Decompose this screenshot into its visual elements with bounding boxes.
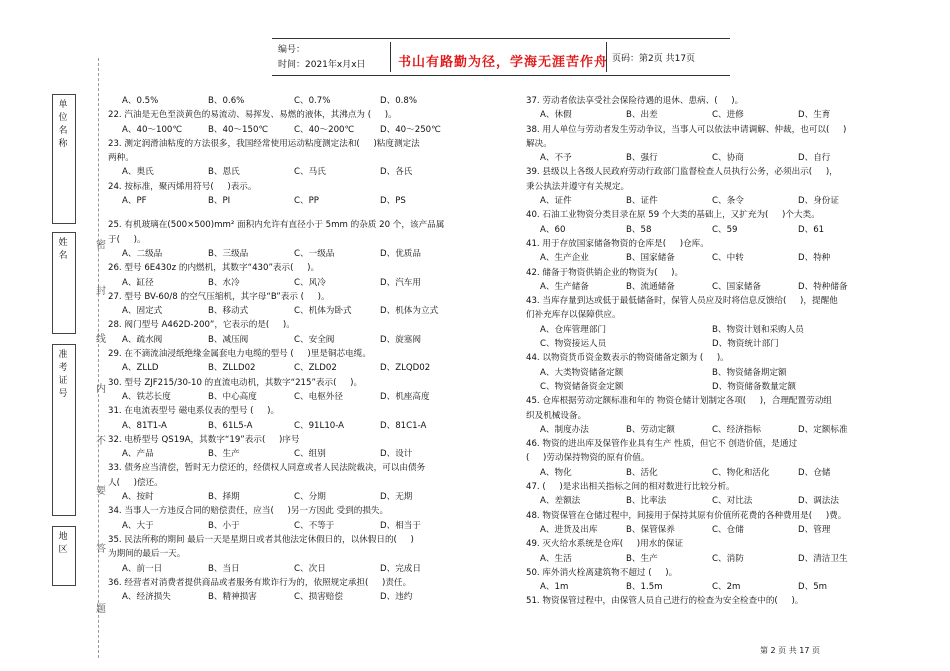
answer-option[interactable]: D、生育 [798, 110, 831, 121]
question-text: 们补充库存以保障供应。 [526, 310, 621, 321]
answer-option[interactable]: D、相当于 [380, 520, 421, 531]
answer-option[interactable]: C、PP [294, 196, 319, 207]
answer-option[interactable]: D、各氏 [380, 167, 413, 178]
answer-option[interactable]: D、旋塞阀 [380, 334, 421, 345]
option-row [108, 390, 488, 404]
answer-option[interactable]: A、大于 [122, 520, 154, 531]
answer-option[interactable]: D、管理 [798, 524, 831, 535]
answer-option[interactable]: D、81C1-A [380, 420, 427, 431]
answer-option[interactable]: C、中转 [712, 253, 744, 264]
answer-option[interactable]: C、不等于 [294, 520, 335, 531]
question-text: 27. 型号 BV-60/8 的空气压缩机，其字母“B”表示 ( )。 [108, 291, 330, 302]
answer-option[interactable]: A、60 [540, 224, 566, 235]
question-text: 35. 民法所称的期间 最后一天是星期日或者其他法定休假日的，以休假日的( ) [108, 534, 414, 545]
answer-option[interactable]: B、减压阀 [208, 334, 249, 345]
answer-option[interactable]: C、电枢外径 [294, 391, 343, 402]
answer-option[interactable]: D、违约 [380, 592, 413, 603]
answer-option[interactable]: A、制度办法 [540, 424, 589, 435]
answer-option[interactable]: C、59 [712, 224, 738, 235]
answer-option[interactable]: B、生产 [208, 449, 240, 460]
answer-option[interactable]: D、优质品 [380, 248, 421, 259]
question-text: 36. 经营者对消费者提供商品或者服务有欺诈行为的，依照规定承担( )责任。 [108, 577, 412, 588]
option-row [108, 419, 488, 433]
option-row [108, 361, 488, 375]
option-row [526, 380, 906, 394]
answer-option[interactable]: B、国家储备 [626, 253, 675, 264]
answer-option[interactable]: B、移动式 [208, 306, 249, 317]
option-row [526, 552, 906, 566]
option-row [108, 519, 488, 533]
answer-option[interactable]: A、40～100℃ [122, 124, 183, 135]
answer-option[interactable]: D、ZLQD02 [380, 363, 431, 374]
option-row [526, 194, 906, 208]
answer-option[interactable]: D、61 [798, 224, 825, 235]
option-row [526, 323, 906, 337]
option-row [108, 562, 488, 576]
answer-option[interactable]: A、1m [540, 582, 569, 593]
question-text: 解决。 [526, 138, 552, 149]
answer-option[interactable]: B、流通储备 [626, 281, 675, 292]
question-text: 26. 型号 6E430z 的内燃机，其数字“430”表示( )。 [108, 263, 320, 274]
answer-option[interactable]: B、证件 [626, 196, 658, 207]
answer-option[interactable]: B、出差 [626, 110, 658, 121]
area-box [52, 526, 76, 586]
question-text: 38. 用人单位与劳动者发生劳动争议，当事人可以依法申请调解、仲裁，也可以( ) [526, 124, 847, 135]
option-row [526, 337, 906, 351]
answer-option[interactable]: B、61L5-A [208, 420, 253, 431]
answer-option[interactable]: B、ZLLD02 [208, 363, 256, 374]
left-question-column [108, 94, 488, 604]
answer-option[interactable]: C、91L10-A [294, 420, 345, 431]
answer-option[interactable]: B、0.6% [208, 96, 245, 106]
option-row [526, 580, 906, 594]
question-text: 织及机械设备。 [526, 410, 587, 421]
question-text: 32. 电桥型号 QS19A，其数字“19”表示( )序号 [108, 434, 300, 445]
answer-option[interactable]: D、物资储备数量定额 [712, 381, 796, 392]
answer-option[interactable]: D、PS [380, 196, 406, 207]
question-text: 两种。 [108, 153, 134, 164]
question-text: ( )劳动保持物资的原有价值。 [526, 453, 650, 464]
answer-option[interactable]: A、经济损失 [122, 592, 171, 603]
question-text: 51. 物资保管过程中，由保管人员自己进行的检查为安全检查中的( )。 [526, 596, 804, 607]
answer-option[interactable]: C、分期 [294, 492, 326, 503]
answer-option[interactable]: A、休假 [540, 110, 572, 121]
option-row [108, 247, 488, 261]
option-row [108, 276, 488, 290]
answer-option[interactable]: B、精神损害 [208, 592, 257, 603]
answer-option[interactable]: C、经济指标 [712, 424, 761, 435]
question-text: 40. 石油工业物资分类目录在原 59 个大类的基础上，又扩充为( )个大类。 [526, 210, 820, 221]
answer-option[interactable]: B、活化 [626, 467, 658, 478]
seal-char: 不 [96, 436, 106, 447]
header-motto: 书山有路勤为径，学海无涯苦作舟 [398, 55, 609, 70]
seal-char: 要 [96, 486, 106, 497]
question-text: 50. 库外消火栓离建筑物不超过 ( )。 [526, 567, 678, 578]
answer-option[interactable]: B、比率法 [626, 496, 667, 507]
answer-option[interactable]: B、择期 [208, 492, 240, 503]
option-row [526, 151, 906, 165]
option-row [526, 423, 906, 437]
answer-option[interactable]: A、仓库管理部门 [540, 324, 607, 335]
option-row [526, 366, 906, 380]
header-page-label: 页码：第2页 共17页 [612, 54, 696, 64]
header-bottom-rule [272, 75, 730, 76]
answer-option[interactable]: A、产品 [122, 449, 154, 460]
area-label: 地区 [58, 532, 68, 555]
answer-option[interactable]: C、对比法 [712, 496, 753, 507]
answer-option[interactable]: A、奥氏 [122, 167, 154, 178]
answer-option[interactable]: C、损害赔偿 [294, 592, 343, 603]
answer-option[interactable]: D、物资统计部门 [712, 339, 779, 350]
question-text: 49. 灭火给水系统是仓库( )用水的保证 [526, 539, 684, 550]
spacer [108, 208, 488, 218]
answer-option[interactable]: B、40～150℃ [208, 124, 269, 135]
answer-option[interactable]: D、机座高度 [380, 391, 430, 402]
answer-option[interactable]: A、铁芯长度 [122, 391, 171, 402]
seal-char: 内 [96, 384, 106, 395]
question-text: 30. 型号 ZJF215/30-10 的直流电动机，其数字“215”表示( )。 [108, 377, 363, 388]
answer-option[interactable]: A、大类物资储备定额 [540, 367, 624, 378]
answer-option[interactable]: A、按时 [122, 492, 154, 503]
answer-option[interactable]: D、特种储备 [798, 281, 848, 292]
answer-option[interactable]: D、5m [798, 582, 828, 593]
answer-option[interactable]: C、进修 [712, 110, 744, 121]
answer-option[interactable]: C、40～200℃ [294, 124, 355, 135]
answer-option[interactable]: D、设计 [380, 449, 413, 460]
header-top-rule [272, 38, 730, 39]
answer-option[interactable]: A、进货及出库 [540, 524, 598, 535]
answer-option[interactable]: A、ZLLD [122, 363, 159, 374]
answer-option[interactable]: B、小于 [208, 520, 240, 531]
answer-option[interactable]: A、差额法 [540, 496, 581, 507]
question-text: 47. ( )是求出相关指标之间的相对数进行比较分析。 [526, 482, 735, 493]
answer-option[interactable]: A、0.5% [122, 96, 159, 106]
option-row [108, 304, 488, 318]
option-row [526, 494, 906, 508]
name-label: 姓名 [58, 238, 68, 261]
answer-option[interactable]: D、定额标准 [798, 424, 848, 435]
option-row [526, 523, 906, 537]
question-text: 29. 在不滴流油浸纸绝缘金属套电力电缆的型号 ( )里是铜芯电缆。 [108, 349, 371, 360]
seal-char: 密 [96, 240, 106, 251]
answer-option[interactable]: C、机体为卧式 [294, 306, 352, 317]
question-text: 28. 阀门型号 A462D-200”，它表示的是( )。 [108, 320, 295, 331]
answer-option[interactable]: C、仓储 [712, 524, 744, 535]
name-box [52, 232, 76, 334]
header-divider [390, 42, 391, 72]
question-text: 37. 劳动者依法享受社会保险待遇的退休、患病、( )。 [526, 96, 744, 106]
answer-option[interactable]: A、疏水阀 [122, 334, 163, 345]
answer-option[interactable]: B、1.5m [626, 582, 663, 593]
option-row [526, 280, 906, 294]
question-text: 22. 汽油是无色至淡黄色的易流动、易挥发、易燃的液体，其沸点为 ( )。 [108, 110, 397, 121]
answer-option[interactable]: D、汽车用 [380, 277, 421, 288]
question-text: 46. 物资的进出库及保管作业具有生产 性质，但它不 创造价值，是通过 [526, 439, 798, 450]
question-text: 31. 在电流表型号 磁电系仪表的型号 ( )。 [108, 406, 280, 417]
question-text: 45. 仓库根据劳动定额标准和年的 物资仓储计划制定各项( )，合理配置劳动组 [526, 396, 832, 407]
question-text: 于( )。 [108, 234, 146, 245]
question-text: 23. 测定润滑油粘度的方法很多，我国经常使用运动粘度测定法和( )粘度测定法 [108, 138, 420, 149]
question-text: 25. 有机玻璃在(500×500)mm² 面积内允许有直径小于 5mm 的杂质 20 个，该产品属 [108, 220, 445, 231]
option-row [108, 165, 488, 179]
answer-option[interactable]: C、物资储备资金定额 [540, 381, 624, 392]
cert-number-label: 准考证号 [58, 350, 68, 399]
answer-option[interactable]: A、不予 [540, 153, 572, 164]
answer-option[interactable]: C、0.7% [294, 96, 331, 106]
seal-char: 答 [96, 544, 106, 555]
answer-option[interactable]: D、调法法 [798, 496, 839, 507]
answer-option[interactable]: C、ZLD02 [294, 363, 337, 374]
answer-option[interactable]: A、生产企业 [540, 253, 589, 264]
answer-option[interactable]: B、58 [626, 224, 652, 235]
option-row [108, 490, 488, 504]
answer-option[interactable]: C、一级品 [294, 248, 335, 259]
answer-option[interactable]: B、强行 [626, 153, 658, 164]
answer-option[interactable]: D、机体为立式 [380, 306, 439, 317]
answer-option[interactable]: A、PF [122, 196, 147, 207]
answer-option[interactable]: A、81T1-A [122, 420, 167, 431]
answer-option[interactable]: B、生产 [626, 553, 658, 564]
answer-option[interactable]: C、马氏 [294, 167, 326, 178]
answer-option[interactable]: C、安全阀 [294, 334, 335, 345]
question-text: 秉公执法并遵守有关规定。 [526, 181, 630, 192]
answer-option[interactable]: C、风冷 [294, 277, 326, 288]
question-text: 41. 用于存放国家储备物资的仓库是( )仓库。 [526, 238, 709, 249]
answer-option[interactable]: A、证件 [540, 196, 572, 207]
answer-option[interactable]: A、缸径 [122, 277, 154, 288]
answer-option[interactable]: B、物资储备期定额 [712, 367, 787, 378]
answer-option[interactable]: A、生产储备 [540, 281, 589, 292]
header-divider [606, 42, 607, 72]
answer-option[interactable]: A、物化 [540, 467, 572, 478]
page-header [272, 38, 730, 76]
page-footer: 第 2 页 共 17 页 [760, 646, 820, 655]
option-row [526, 251, 906, 265]
question-text: 43. 当库存量到达或低于最低储备时，保管人员应及时将信息反馈给( )，提醒他 [526, 296, 838, 307]
answer-option[interactable]: A、前一日 [122, 563, 163, 574]
answer-option[interactable]: B、当日 [208, 563, 240, 574]
answer-option[interactable]: D、自行 [798, 153, 831, 164]
answer-option[interactable]: B、保管保养 [626, 524, 675, 535]
answer-option[interactable]: A、生活 [540, 553, 572, 564]
cert-number-box [52, 344, 76, 516]
answer-option[interactable]: D、无期 [380, 492, 413, 503]
answer-option[interactable]: B、恩氏 [208, 167, 240, 178]
question-text: 33. 债务应当清偿，暂时无力偿还的，经债权人同意或者人民法院裁决，可以由债务 [108, 463, 426, 474]
option-row [526, 108, 906, 122]
question-text: 39. 县级以上各级人民政府劳动行政部门监督检查人员执行公务，必须出示( )， [526, 167, 838, 178]
option-row [108, 447, 488, 461]
answer-option[interactable]: C、2m [712, 582, 741, 593]
answer-option[interactable]: D、仓储 [798, 467, 831, 478]
option-row [108, 94, 488, 108]
question-text: 42. 储备于物资供销企业的物资为( )。 [526, 267, 684, 278]
seal-char: 线 [96, 334, 106, 345]
binding-dashed-line [98, 58, 99, 658]
doc-time-label: 时间：2021年x月x日 [278, 60, 366, 70]
answer-option[interactable]: C、条令 [712, 196, 744, 207]
answer-option[interactable]: B、中心高度 [208, 391, 257, 402]
answer-option[interactable]: C、组别 [294, 449, 326, 460]
answer-option[interactable]: A、二级品 [122, 248, 163, 259]
question-text: 人( )偿还。 [108, 477, 163, 488]
answer-option[interactable]: C、协商 [712, 153, 744, 164]
answer-option[interactable]: D、40～250℃ [380, 124, 441, 135]
seal-char: 封 [96, 286, 106, 297]
answer-option[interactable]: C、次日 [294, 563, 326, 574]
answer-option[interactable]: B、三级品 [208, 248, 249, 259]
answer-option[interactable]: C、物化和活化 [712, 467, 770, 478]
unit-name-label: 单位名称 [58, 100, 68, 149]
answer-option[interactable]: D、特种 [798, 253, 831, 264]
question-text: 44. 以物资货币资金数表示的物资储备定额为 ( )。 [526, 353, 729, 364]
question-text: 24. 按标准，聚丙烯用符号( )表示。 [108, 181, 257, 192]
unit-name-box [52, 94, 76, 224]
answer-option[interactable]: B、物资计划和采购人员 [712, 324, 804, 335]
answer-option[interactable]: B、水冷 [208, 277, 240, 288]
question-text: 34. 当事人一方违反合同的赔偿责任，应当( )另一方因此 受到的损失。 [108, 506, 389, 517]
doc-code-label: 编号： [278, 45, 306, 55]
answer-option[interactable]: C、物资接运人员 [540, 339, 607, 350]
answer-option[interactable]: D、0.8% [380, 96, 418, 106]
option-row [108, 333, 488, 347]
answer-option[interactable]: C、消防 [712, 553, 744, 564]
answer-option[interactable]: D、清洁卫生 [798, 553, 848, 564]
question-text: 为期间的最后一天。 [108, 549, 186, 560]
option-row [108, 590, 488, 604]
answer-option[interactable]: C、国家储备 [712, 281, 761, 292]
answer-option[interactable]: B、PI [208, 196, 231, 207]
option-row [526, 223, 906, 237]
option-row [526, 466, 906, 480]
question-text: 48. 物资保管在仓储过程中，间接用于保持其原有价值所花费的各种费用是( )费。 [526, 510, 847, 521]
answer-option[interactable]: B、劳动定额 [626, 424, 675, 435]
answer-option[interactable]: D、身份证 [798, 196, 839, 207]
option-row [108, 194, 488, 208]
seal-char: 题 [96, 604, 106, 615]
answer-option[interactable]: D、完成日 [380, 563, 421, 574]
option-row [108, 123, 488, 137]
right-question-column [526, 94, 906, 609]
answer-option[interactable]: A、固定式 [122, 306, 163, 317]
